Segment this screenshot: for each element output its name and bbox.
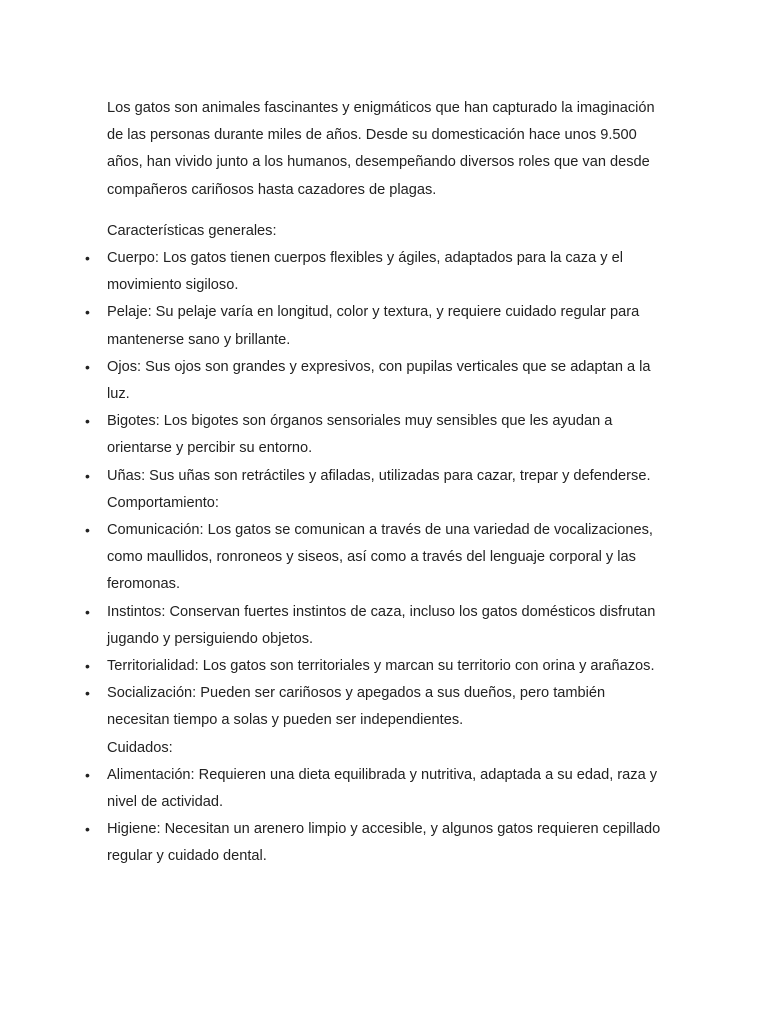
list-item: • Instintos: Conservan fuertes instintos de caza, incluso los gatos domésticos disfrutan jugando y persiguiendo objetos.: [107, 599, 667, 653]
document-content: [85, 95, 667, 871]
section-heading-comportamiento: Comportamiento:: [107, 494, 219, 511]
bullet-icon: •: [85, 766, 90, 783]
bullet-icon: •: [85, 413, 90, 430]
list-item: • Cuerpo: Los gatos tienen cuerpos flexibles y ágiles, adaptados para la caza y el movimiento sigiloso.: [107, 245, 667, 299]
intro-paragraph: Los gatos son animales fascinantes y enigmáticos que han capturado la imaginación de las personas durante miles de años. Desde su domesticación hace unos 9.500 años, han vivido junto a los humanos, desempeñando diversos roles que van desde compañeros cariñosos hasta cazadores de plagas.: [107, 100, 655, 198]
bullet-icon: •: [85, 522, 90, 539]
list-item: • Ojos: Sus ojos son grandes y expresivos, con pupilas verticales que se adaptan a la luz.: [107, 354, 667, 408]
bullet-list-comportamiento: [85, 517, 667, 735]
bullet-icon: •: [85, 304, 90, 321]
bullet-list-caracteristicas: [85, 245, 667, 490]
list-item: • Comunicación: Los gatos se comunican a través de una variedad de vocalizaciones, como maullidos, ronroneos y siseos, así como a través del lenguaje corporal y las feromonas.: [107, 517, 667, 599]
list-item: • Socialización: Pueden ser cariñosos y apegados a sus dueños, pero también necesitan tiempo a solas y pueden ser independientes.: [107, 680, 667, 734]
list-item: • Territorialidad: Los gatos son territoriales y marcan su territorio con orina y arañazos.: [107, 653, 667, 680]
bullet-icon: •: [85, 467, 90, 484]
bullet-icon: •: [85, 250, 90, 267]
bullet-icon: •: [85, 658, 90, 675]
section-heading-cuidados: Cuidados:: [107, 739, 173, 756]
section-heading-caracteristicas: Características generales:: [107, 222, 277, 239]
bullet-icon: •: [85, 821, 90, 838]
bullet-icon: •: [85, 685, 90, 702]
list-item: • Bigotes: Los bigotes son órganos sensoriales muy sensibles que les ayudan a orientarse y percibir su entorno.: [107, 408, 667, 462]
list-item: • Uñas: Sus uñas son retráctiles y afiladas, utilizadas para cazar, trepar y defenderse.: [107, 463, 667, 490]
list-item: • Higiene: Necesitan un arenero limpio y accesible, y algunos gatos requieren cepillado regular y cuidado dental.: [107, 816, 667, 870]
list-item: • Pelaje: Su pelaje varía en longitud, color y textura, y requiere cuidado regular para mantenerse sano y brillante.: [107, 299, 667, 353]
list-item: • Alimentación: Requieren una dieta equilibrada y nutritiva, adaptada a su edad, raza y nivel de actividad.: [107, 762, 667, 816]
bullet-icon: •: [85, 603, 90, 620]
bullet-list-cuidados: [85, 762, 667, 871]
bullet-icon: •: [85, 358, 90, 375]
